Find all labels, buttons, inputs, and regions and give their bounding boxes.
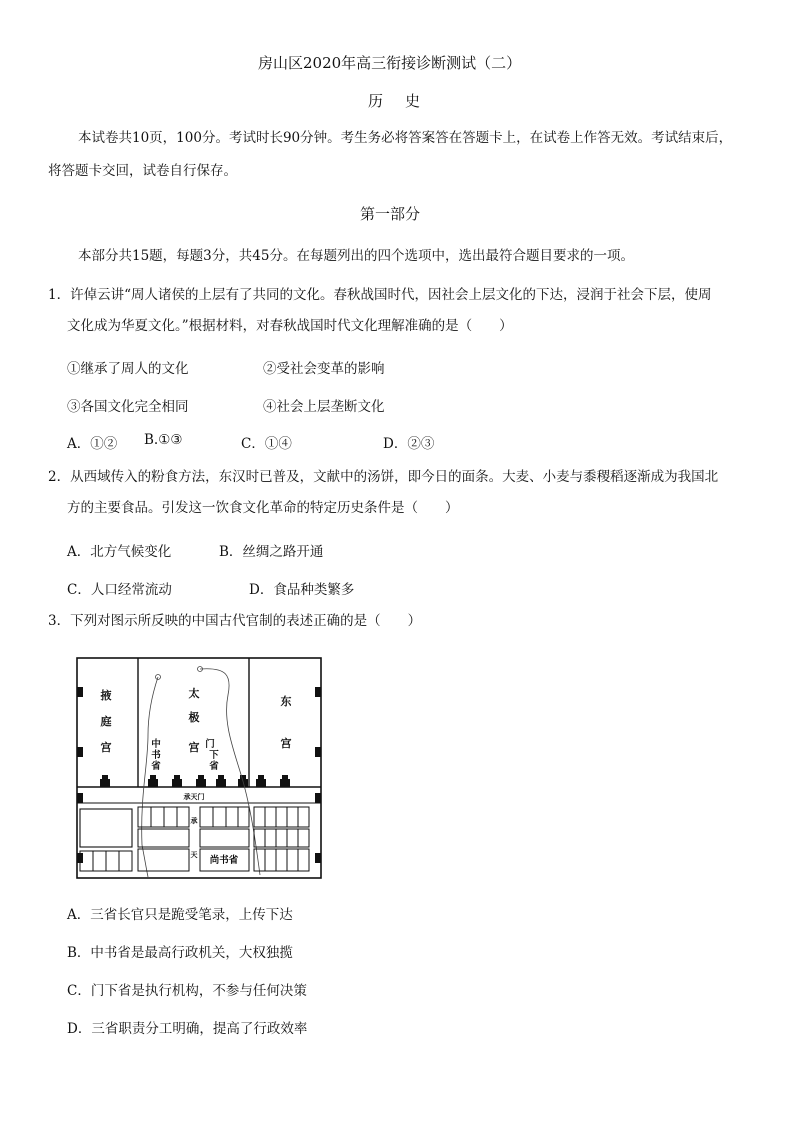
q3-option-c[interactable]: C．门下省是执行机构，不参与任何决策 bbox=[67, 983, 307, 999]
label-donggong-2: 宫 bbox=[280, 737, 292, 750]
q1-option-c[interactable]: C．①④ bbox=[241, 436, 292, 452]
label-yeting-3: 宫 bbox=[100, 741, 112, 754]
intro-line-2: 将答题卡交回，试卷自行保存。 bbox=[48, 163, 237, 179]
q1-option-b[interactable]: B.①③ bbox=[144, 432, 183, 448]
label-yeting-2: 庭 bbox=[100, 715, 112, 728]
label-shangshu: 尚书省 bbox=[209, 855, 239, 866]
subject-title: 历史 bbox=[368, 92, 443, 110]
q2-stem-line-1: 2．从西域传入的粉食方法，东汉时已普及，文献中的汤饼，即今日的面条。大麦、小麦与黍稷稻逐渐成为我国北 bbox=[48, 469, 719, 485]
tang-palace-diagram bbox=[76, 655, 324, 881]
label-street-2: 天 bbox=[190, 851, 198, 859]
label-taiji-1: 太 bbox=[188, 687, 200, 700]
q3-option-b[interactable]: B．中书省是最高行政机关，大权独揽 bbox=[67, 945, 293, 961]
label-street-1: 承 bbox=[190, 817, 198, 825]
label-menxia-2: 下 bbox=[209, 750, 219, 761]
q1-option-d[interactable]: D．②③ bbox=[383, 436, 435, 452]
q2-option-c[interactable]: C．人口经常流动 bbox=[67, 582, 172, 598]
q1-statement-2: ②受社会变革的影响 bbox=[263, 361, 385, 377]
q1-stem-line-1: 1．许倬云讲“周人诸侯的上层有了共同的文化。春秋战国时代，因社会上层文化的下达，浸润于社会下层，使周 bbox=[48, 287, 712, 303]
q2-option-d[interactable]: D．食品种类繁多 bbox=[249, 582, 355, 598]
part-instructions: 本部分共15题，每题3分，共45分。在每题列出的四个选项中，选出最符合题目要求的一项。 bbox=[78, 248, 634, 264]
label-donggong-1: 东 bbox=[280, 695, 292, 708]
label-yeting-1: 掖 bbox=[100, 689, 112, 702]
q1-stem-line-2: 文化成为华夏文化。”根据材料，对春秋战国时代文化理解准确的是（ ） bbox=[67, 318, 513, 334]
q3-option-a[interactable]: A．三省长官只是跪受笔录，上传下达 bbox=[67, 907, 293, 923]
q2-stem-line-2: 方的主要食品。引发这一饮食文化革命的特定历史条件是（ ） bbox=[67, 500, 459, 516]
q1-statement-4: ④社会上层垄断文化 bbox=[263, 399, 385, 415]
exam-title: 房山区2020年高三衔接诊断测试（二） bbox=[258, 54, 522, 72]
q1-option-a[interactable]: A．①② bbox=[67, 436, 118, 452]
q1-statement-1: ①继承了周人的文化 bbox=[67, 361, 189, 377]
label-menxia-1: 门 bbox=[205, 739, 215, 750]
intro-line-1: 本试卷共10页，100分。考试时长90分钟。考生务必将答案答在答题卡上，在试卷上作答无效。考试结束后， bbox=[78, 130, 733, 146]
q1-statement-3: ③各国文化完全相同 bbox=[67, 399, 189, 415]
label-menxia-3: 省 bbox=[209, 761, 219, 772]
q3-stem: 3．下列对图示所反映的中国古代官制的表述正确的是（ ） bbox=[48, 613, 422, 629]
part-heading: 第一部分 bbox=[360, 205, 421, 223]
label-zhongshu-2: 书 bbox=[151, 750, 161, 761]
q2-option-b[interactable]: B．丝绸之路开通 bbox=[219, 544, 324, 560]
label-taiji-2: 极 bbox=[188, 711, 200, 724]
label-zhongshu-1: 中 bbox=[151, 739, 161, 750]
label-chengtianmen: 承天门 bbox=[183, 793, 205, 801]
label-taiji-3: 宫 bbox=[188, 741, 200, 754]
q2-option-a[interactable]: A．北方气候变化 bbox=[67, 544, 172, 560]
label-zhongshu-3: 省 bbox=[151, 761, 161, 772]
q3-option-d[interactable]: D．三省职责分工明确，提高了行政效率 bbox=[67, 1021, 308, 1037]
